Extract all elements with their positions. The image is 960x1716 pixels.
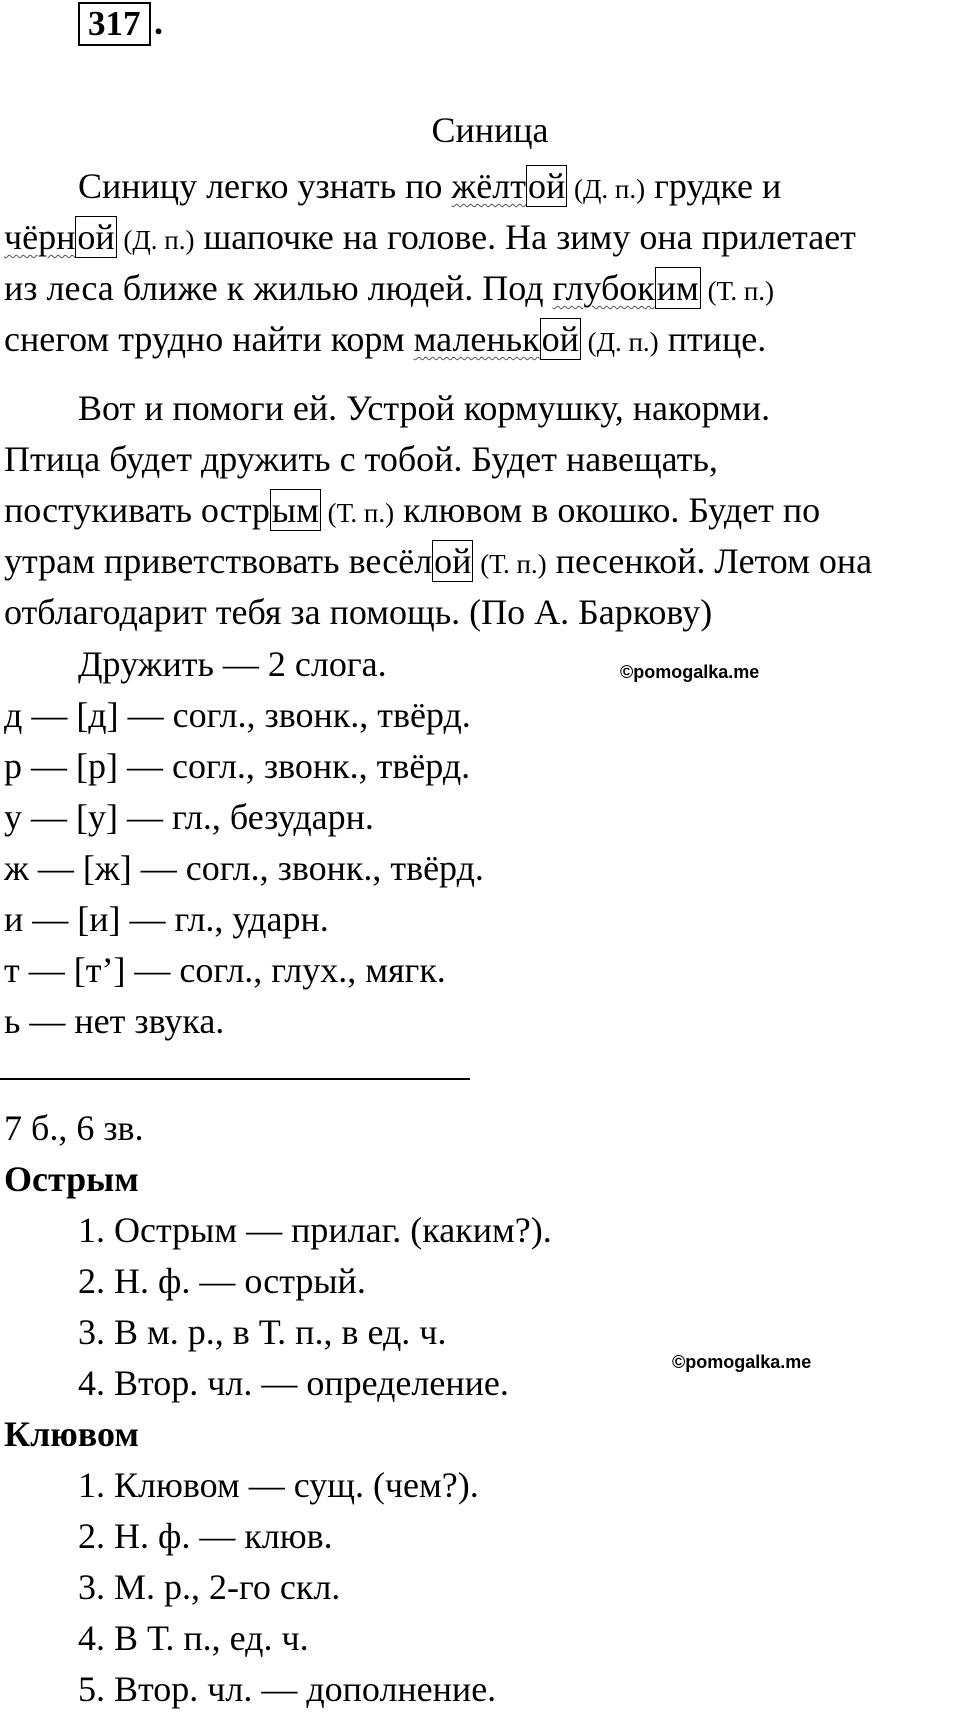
text-fragment: утрам приветствовать весёл <box>4 541 433 581</box>
word-stem: чёрн <box>4 217 76 257</box>
case-note: (Д. п.) <box>116 225 195 255</box>
phonetic-line: ж — [ж] — согл., звонк., твёрд. <box>4 848 484 888</box>
ending-box: ой <box>434 541 472 581</box>
syllables-line: Дружить — 2 слога. <box>78 644 387 684</box>
analysis-item: 4. Втор. чл. — определение. <box>78 1363 509 1403</box>
text-fragment: клювом в окошко. Будет по <box>394 490 821 530</box>
case-note: (Д. п.) <box>580 327 659 357</box>
watermark: ©pomogalka.me <box>620 662 760 682</box>
ending-box: ой <box>541 319 579 359</box>
text-line-2 <box>4 211 856 266</box>
text-line-9 <box>4 586 712 638</box>
letters-sounds-summary: 7 б., 6 зв. <box>4 1108 144 1148</box>
case-note: (Т. п.) <box>320 498 395 528</box>
text-line-4 <box>4 313 766 368</box>
divider <box>0 1078 470 1080</box>
text-line-5 <box>78 382 770 434</box>
word-stem: глубок <box>552 268 655 308</box>
text-fragment: песенкой. Летом она <box>546 541 873 581</box>
ending-box: ой <box>77 217 115 257</box>
case-note: (Т. п.) <box>473 549 547 579</box>
analysis-item: 5. Втор. чл. — дополнение. <box>78 1669 497 1709</box>
exercise-number: 317 <box>78 2 151 46</box>
text-fragment: птице. <box>658 319 767 359</box>
ending-box: ым <box>271 490 319 530</box>
word-heading: Клювом <box>4 1414 139 1454</box>
text-fragment: Птица будет дружить с тобой. Будет навещать, <box>4 439 718 479</box>
text-fragment: снегом трудно найти корм <box>4 319 414 359</box>
exercise-number-dot: . <box>154 2 163 42</box>
analysis-item: 2. Н. ф. — острый. <box>78 1261 366 1301</box>
ending-box: им <box>656 268 699 308</box>
text-fragment: Вот и помоги ей. Устрой кормушку, накорми. <box>78 388 771 428</box>
analysis-item: 2. Н. ф. — клюв. <box>78 1516 333 1556</box>
phonetic-line: д — [д] — согл., звонк., твёрд. <box>4 695 471 735</box>
text-line-3 <box>4 262 774 317</box>
text-fragment: Синицу легко узнать по <box>78 166 452 206</box>
case-note: (Д. п.) <box>567 174 646 204</box>
phonetic-line: т — [т’] — согл., глух., мягк. <box>4 950 446 990</box>
phonetic-line: ь — нет звука. <box>4 1001 225 1041</box>
text-fragment: отблагодарит тебя за помощь. (По А. Баркову) <box>4 592 713 632</box>
text-line-8 <box>4 535 872 590</box>
word-stem: маленьк <box>413 319 540 359</box>
analysis-item: 3. В м. р., в Т. п., в ед. ч. <box>78 1312 447 1352</box>
case-note: (Т. п.) <box>700 276 775 306</box>
text-fragment: постукивать остр <box>4 490 270 530</box>
text-line-7 <box>4 484 820 539</box>
analysis-item: 4. В Т. п., ед. ч. <box>78 1618 309 1658</box>
ending-box: ой <box>527 166 566 206</box>
analysis-item: 1. Острым — прилаг. (каким?). <box>78 1210 552 1250</box>
text-fragment: грудке и <box>645 166 782 206</box>
phonetic-line: у — [у] — гл., безударн. <box>4 797 374 837</box>
text-fragment: из леса ближе к жилью людей. Под <box>4 268 553 308</box>
analysis-item: 1. Клювом — сущ. (чем?). <box>78 1465 479 1505</box>
word-heading: Острым <box>4 1159 139 1199</box>
phonetic-line: и — [и] — гл., ударн. <box>4 899 329 939</box>
text-fragment: шапочке на голове. На зиму она прилетает <box>194 217 856 257</box>
word-stem: жёлт <box>451 166 526 206</box>
watermark: ©pomogalka.me <box>672 1352 812 1372</box>
text-line-1 <box>78 160 781 215</box>
phonetic-line: р — [р] — согл., звонк., твёрд. <box>4 746 471 786</box>
text-title: Синица <box>431 110 549 150</box>
text-line-6 <box>4 433 718 485</box>
analysis-item: 3. М. р., 2-го скл. <box>78 1567 341 1607</box>
